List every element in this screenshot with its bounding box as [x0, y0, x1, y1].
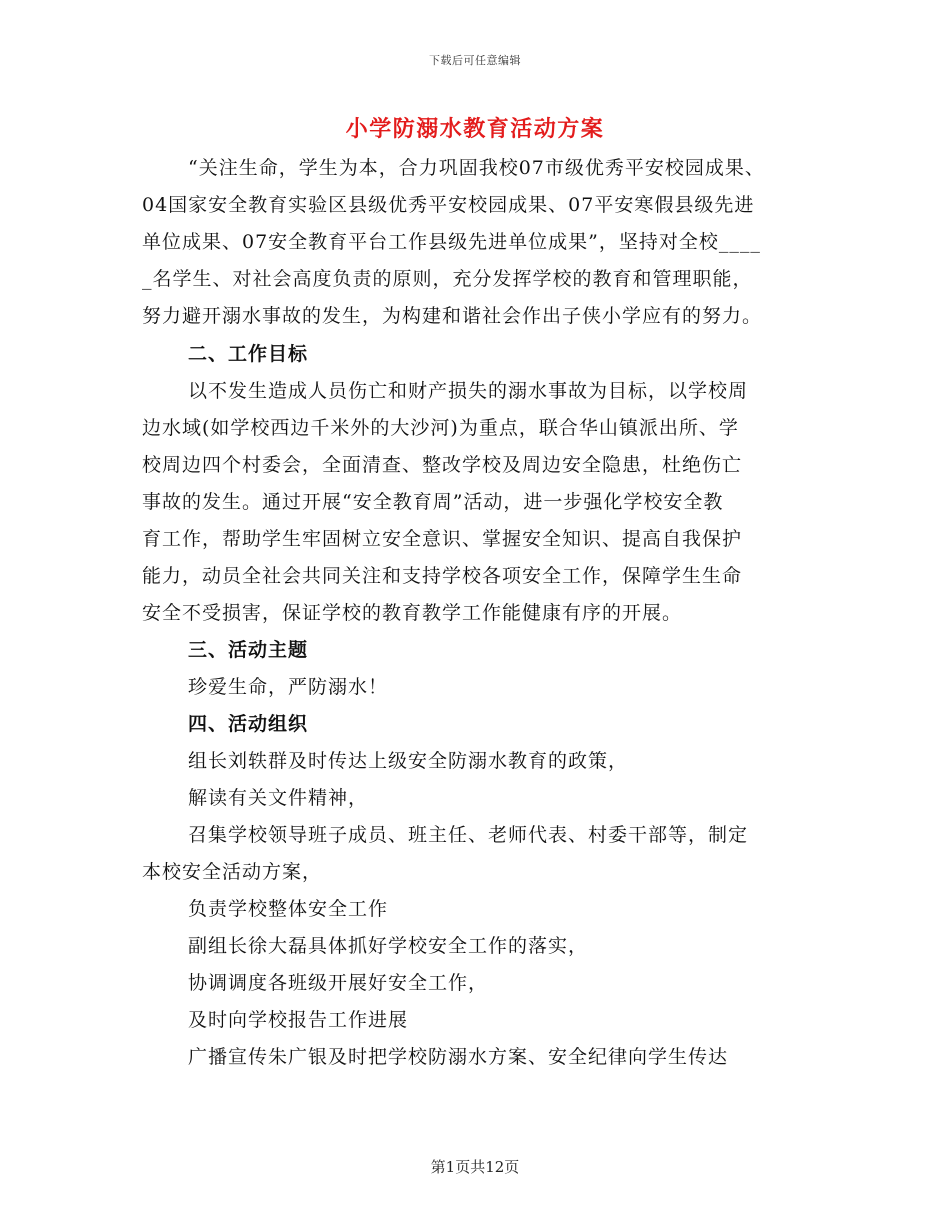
section-activity-organization [142, 706, 832, 1076]
section-line: 协调调度各班级开展好安全工作， [188, 972, 489, 994]
section-line: 广播宣传朱广银及时把学校防溺水方案、安全纪律向学生传达 [188, 1046, 729, 1068]
section-heading: 二、工作目标 [188, 343, 309, 365]
section-line: 事故的发生。通过开展“安全教育周”活动，进一步强化学校安全教 [142, 491, 724, 513]
page-number: 第1页共12页 [430, 1158, 520, 1176]
section-work-goals [142, 336, 832, 632]
section-line: 及时向学校报告工作进展 [188, 1009, 409, 1031]
section-line: 解读有关文件精神， [188, 787, 369, 809]
intro-line: 单位成果、07安全教育平台工作县级先进单位成果”，坚持对全校____ [142, 231, 761, 253]
section-line: 召集学校领导班子成员、班主任、老师代表、村委干部等，制定 [188, 824, 749, 846]
section-heading: 三、活动主题 [188, 639, 309, 661]
section-line: 副组长徐大磊具体抓好学校安全工作的落实， [188, 935, 589, 957]
section-line: 负责学校整体安全工作 [188, 898, 389, 920]
intro-paragraph [142, 150, 832, 335]
section-line: 育工作，帮助学生牢固树立安全意识、掌握安全知识、提高自我保护 [142, 528, 743, 550]
section-heading: 四、活动组织 [188, 713, 309, 735]
intro-line: _名学生、对社会高度负责的原则，充分发挥学校的教育和管理职能， [142, 268, 753, 290]
section-line: 珍爱生命，严防溺水！ [188, 676, 389, 698]
header-note: 下载后可任意编辑 [429, 54, 521, 67]
section-line: 安全不受损害，保证学校的教育教学工作能健康有序的开展。 [142, 602, 683, 624]
section-line: 边水域(如学校西边千米外的大沙河)为重点，联合华山镇派出所、学 [142, 417, 739, 439]
section-line: 以不发生造成人员伤亡和财产损失的溺水事故为目标，以学校周 [188, 380, 749, 402]
document-title: 小学防溺水教育活动方案 [345, 116, 605, 142]
section-line: 能力，动员全社会共同关注和支持学校各项安全工作，保障学生生命 [142, 565, 743, 587]
section-line: 校周边四个村委会，全面清查、整改学校及周边安全隐患，杜绝伤亡 [142, 454, 743, 476]
intro-line: “关注生命，学生为本，合力巩固我校07市级优秀平安校园成果、 [188, 157, 765, 179]
intro-line: 04国家安全教育实验区县级优秀平安校园成果、07平安寒假县级先进 [142, 194, 755, 216]
section-activity-theme [142, 632, 832, 706]
intro-line: 努力避开溺水事故的发生，为构建和谐社会作出子侠小学应有的努力。 [142, 305, 763, 327]
section-line: 本校安全活动方案， [142, 861, 323, 883]
section-line: 组长刘轶群及时传达上级安全防溺水教育的政策， [188, 750, 629, 772]
